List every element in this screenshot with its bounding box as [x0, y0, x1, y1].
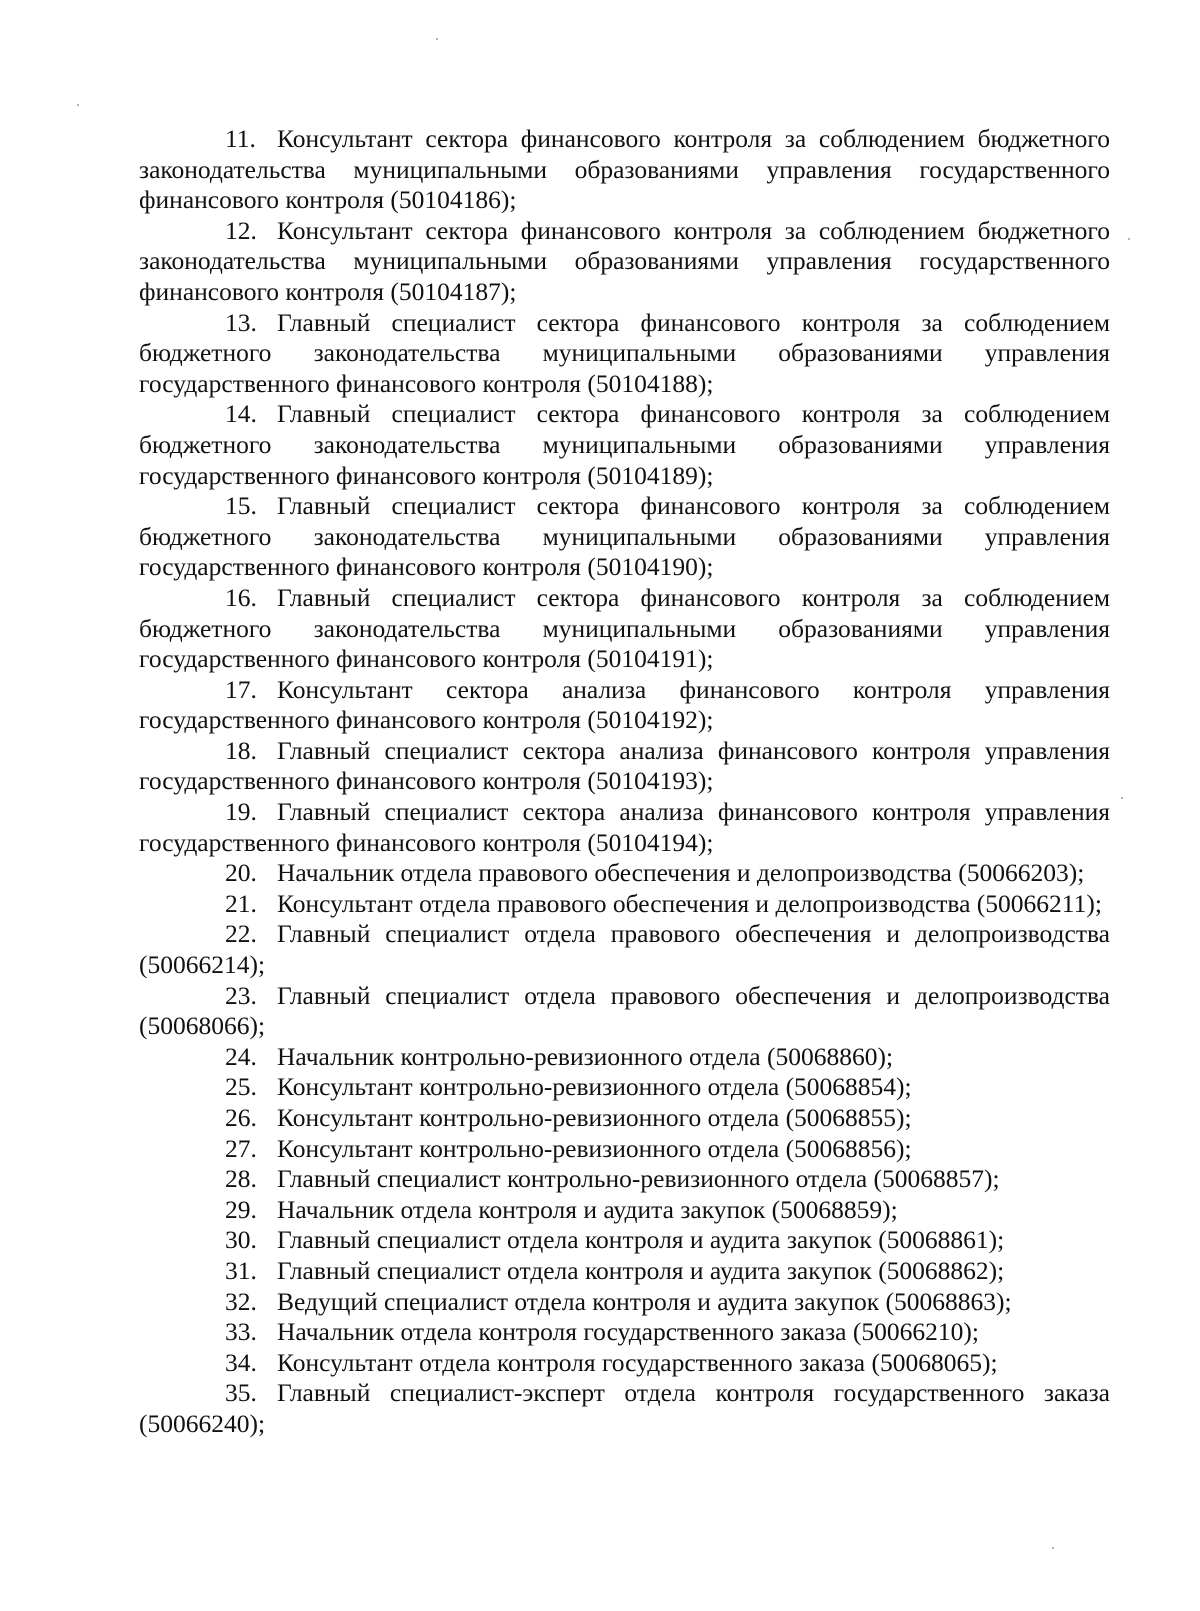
list-item-20 [139, 858, 1110, 889]
item-text: Главный специалист отдела контроля и аудита закупок (50068861); [277, 1225, 1005, 1255]
scan-speck [1121, 797, 1123, 799]
item-number: 15. [225, 491, 257, 521]
item-number: 22. [225, 919, 257, 949]
item-text: Консультант сектора финансового контроля за соблюдением бюджетного законодательства муниципальными образованиями управления государственного финансового контроля (50104186); [139, 124, 1110, 215]
scan-speck [77, 104, 79, 106]
item-text: Главный специалист сектора финансового контроля за соблюдением бюджетного законодательства муниципальными образованиями управления государственного финансового контроля (50104191); [139, 582, 1110, 674]
item-text: Консультант сектора анализа финансового контроля управления государственного финансового контроля (50104192); [139, 674, 1110, 735]
list-item-16 [139, 583, 1110, 675]
item-number: 21. [225, 888, 257, 918]
item-text: Главный специалист отдела контроля и аудита закупок (50068862); [277, 1255, 1005, 1285]
item-text: Консультант отдела правового обеспечения и делопроизводства (50066211); [277, 888, 1102, 918]
item-text: Главный специалист-эксперт отдела контроля государственного заказа (50066240); [139, 1378, 1110, 1438]
list-item-32 [139, 1287, 1110, 1318]
item-text: Консультант контрольно-ревизионного отдела (50068855); [277, 1103, 912, 1132]
item-text: Начальник контрольно-ревизионного отдела (50068860); [277, 1041, 894, 1071]
list-item-28 [139, 1164, 1110, 1195]
list-item-13 [139, 308, 1110, 400]
list-item-22 [139, 919, 1110, 980]
list-item-35 [139, 1378, 1110, 1439]
item-number: 32. [225, 1286, 257, 1316]
list-item-15 [139, 491, 1110, 583]
item-number: 12. [225, 215, 257, 245]
item-number: 29. [225, 1194, 257, 1224]
position-list [139, 124, 1110, 1440]
list-item-24 [139, 1042, 1110, 1073]
list-item-33 [139, 1317, 1110, 1348]
item-text: Главный специалист сектора финансового контроля за соблюдением бюджетного законодательства муниципальными образованиями управления государственного финансового контроля (50104190); [139, 491, 1110, 582]
list-item-18 [139, 736, 1110, 797]
item-text: Главный специалист сектора анализа финансового контроля управления государственного финансового контроля (50104193); [139, 735, 1110, 796]
item-text: Главный специалист контрольно-ревизионного отдела (50068857); [277, 1164, 1000, 1194]
item-text: Начальник отдела контроля государственного заказа (50066210); [277, 1317, 979, 1347]
list-item-21 [139, 889, 1110, 920]
item-number: 23. [225, 980, 257, 1010]
item-text: Главный специалист сектора финансового контроля за соблюдением бюджетного законодательства муниципальными образованиями управления государственного финансового контроля (50104189); [139, 399, 1110, 490]
item-text: Начальник отдела правового обеспечения и делопроизводства (50066203); [277, 858, 1085, 888]
list-item-19 [139, 797, 1110, 858]
item-number: 25. [225, 1072, 257, 1102]
item-number: 14. [225, 399, 257, 429]
list-item-26 [139, 1103, 1110, 1134]
item-number: 16. [225, 582, 257, 612]
item-number: 19. [225, 797, 257, 827]
item-number: 11. [225, 124, 256, 153]
list-item-14 [139, 399, 1110, 491]
item-text: Консультант сектора финансового контроля за соблюдением бюджетного законодательства муниципальными образованиями управления государственного финансового контроля (50104187); [139, 215, 1110, 306]
item-text: Начальник отдела контроля и аудита закупок (50068859); [277, 1194, 898, 1224]
list-item-29 [139, 1195, 1110, 1226]
item-text: Консультант отдела контроля государственного заказа (50068065); [277, 1347, 998, 1377]
item-number: 31. [225, 1255, 257, 1285]
item-number: 30. [225, 1225, 257, 1255]
item-text: Ведущий специалист отдела контроля и аудита закупок (50068863); [277, 1286, 1012, 1316]
item-text: Консультант контрольно-ревизионного отдела (50068854); [277, 1072, 912, 1102]
item-number: 18. [225, 735, 257, 765]
item-number: 27. [225, 1133, 257, 1163]
list-item-27 [139, 1134, 1110, 1165]
item-number: 13. [225, 307, 257, 337]
item-number: 17. [225, 674, 257, 704]
scan-speck [1052, 1547, 1054, 1549]
item-number: 24. [225, 1041, 257, 1071]
item-text: Главный специалист сектора анализа финансового контроля управления государственного финансового контроля (50104194); [139, 797, 1110, 857]
item-number: 35. [225, 1378, 257, 1408]
item-text: Главный специалист отдела правового обеспечения и делопроизводства (50068066); [139, 980, 1110, 1041]
item-number: 28. [225, 1164, 257, 1194]
item-number: 33. [225, 1317, 257, 1347]
list-item-30 [139, 1225, 1110, 1256]
item-number: 34. [225, 1347, 257, 1377]
item-number: 26. [225, 1103, 257, 1132]
list-item-17 [139, 675, 1110, 736]
list-item-11 [139, 124, 1110, 216]
item-text: Главный специалист сектора финансового контроля за соблюдением бюджетного законодательства муниципальными образованиями управления государственного финансового контроля (50104188); [139, 307, 1110, 398]
list-item-34 [139, 1348, 1110, 1379]
item-number: 20. [225, 858, 257, 888]
list-item-12 [139, 216, 1110, 308]
scan-speck [436, 38, 438, 40]
item-text: Главный специалист отдела правового обеспечения и делопроизводства (50066214); [139, 919, 1110, 980]
list-item-23 [139, 981, 1110, 1042]
scan-speck [1128, 238, 1130, 240]
list-item-25 [139, 1072, 1110, 1103]
list-item-31 [139, 1256, 1110, 1287]
item-text: Консультант контрольно-ревизионного отдела (50068856); [277, 1133, 912, 1163]
